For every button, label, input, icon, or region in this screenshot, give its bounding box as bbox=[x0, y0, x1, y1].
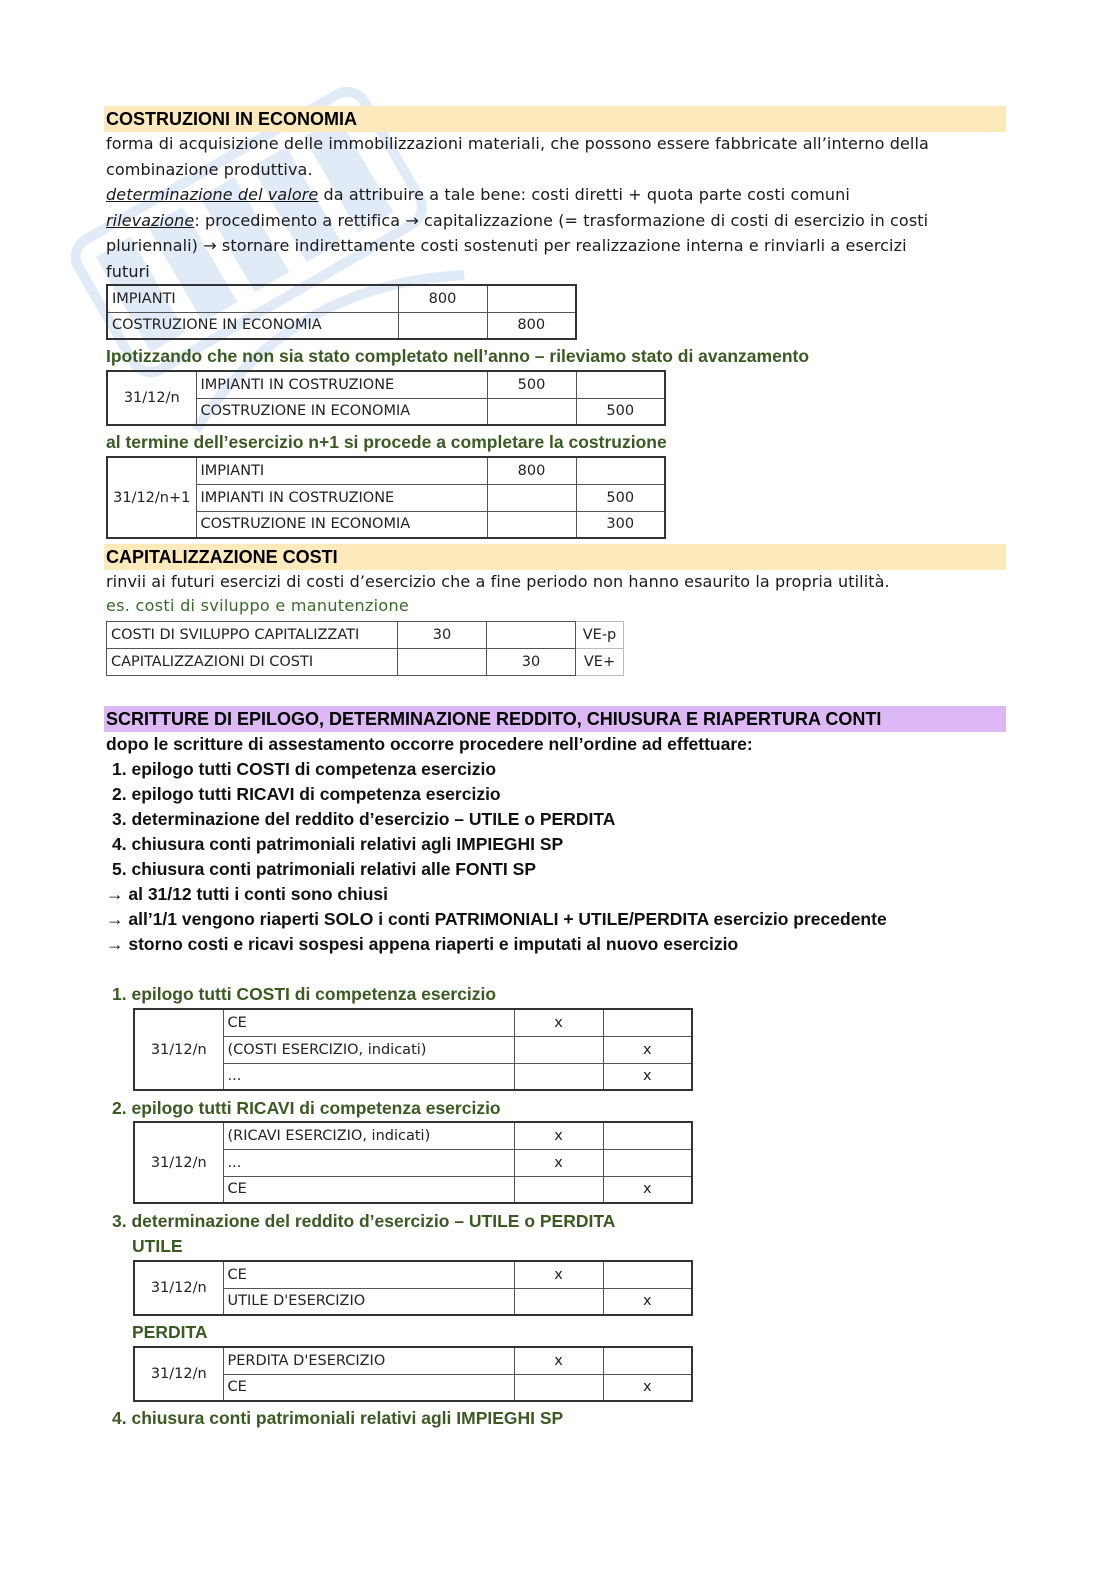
table-row: COSTI DI SVILUPPO CAPITALIZZATI 30 VE-p bbox=[107, 622, 624, 649]
capitalizzazione-text: rinvii ai futuri esercizi di costi d’esercizio che a fine periodo non hanno esaurito la propria utilità. bbox=[106, 572, 890, 591]
table-row: UTILE D'ESERCIZIO x bbox=[134, 1288, 692, 1315]
subheading-avanzamento: Ipotizzando che non sia stato completato nell’anno – rileviamo stato di avanzamento bbox=[106, 346, 810, 366]
table-row: 31/12/n CE x bbox=[134, 1009, 692, 1036]
table-row: COSTRUZIONE IN ECONOMIA 500 bbox=[107, 398, 665, 425]
list-item: 1. epilogo tutti COSTI di competenza esercizio bbox=[112, 759, 497, 779]
journal-table-epilogo-costi bbox=[133, 1008, 693, 1091]
list-item: 3. determinazione del reddito d’esercizio – UTILE o PERDITA bbox=[112, 809, 616, 829]
note-item: → storno costi e ricavi sospesi appena riaperti e imputati al nuovo esercizio bbox=[106, 934, 739, 954]
table-row: COSTRUZIONE IN ECONOMIA 300 bbox=[107, 511, 665, 538]
journal-table-capitalizzazione bbox=[106, 621, 624, 676]
table-row: IMPIANTI IN COSTRUZIONE 500 bbox=[107, 484, 665, 511]
section-title-epilogo: SCRITTURE DI EPILOGO, DETERMINAZIONE REDDITO, CHIUSURA E RIAPERTURA CONTI bbox=[104, 706, 1006, 732]
journal-table-avanzamento bbox=[106, 370, 666, 426]
table-row: 31/12/n IMPIANTI IN COSTRUZIONE 500 bbox=[107, 371, 665, 398]
capitalizzazione-example: es. costi di sviluppo e manutenzione bbox=[106, 596, 410, 615]
section-intro: forma di acquisizione delle immobilizzazioni materiali, che possono essere fabbricate all’interno della combinazione produttiva. determinazione del valore da attribuire a tale bene: costi diretti + quota parte costi comuni rilevazione: procedimento a rettifica → capitalizzazione (= trasformazione di costi di esercizio in costi pluriennali) → stornare indirettamente costi sostenuti per realizzazione interna e rinviarli a esercizi futuri bbox=[106, 134, 929, 281]
table-row: 31/12/n CE x bbox=[134, 1261, 692, 1288]
table-row: CE x bbox=[134, 1374, 692, 1401]
table-row: ... x bbox=[134, 1063, 692, 1090]
list-item: 5. chiusura conti patrimoniali relativi alle FONTI SP bbox=[112, 859, 536, 879]
journal-table-completamento bbox=[106, 456, 666, 539]
note-item: → all’1/1 vengono riaperti SOLO i conti PATRIMONIALI + UTILE/PERDITA esercizio precedente bbox=[106, 909, 887, 929]
label-utile: UTILE bbox=[132, 1236, 183, 1256]
table-row: IMPIANTI 800 bbox=[107, 285, 576, 312]
journal-table-perdita bbox=[133, 1346, 693, 1402]
subheading-epilogo-costi: 1. epilogo tutti COSTI di competenza esercizio bbox=[112, 984, 497, 1004]
note-item: → al 31/12 tutti i conti sono chiusi bbox=[106, 884, 388, 904]
journal-table-utile bbox=[133, 1260, 693, 1316]
table-row: 31/12/n PERDITA D'ESERCIZIO x bbox=[134, 1347, 692, 1374]
subheading-reddito: 3. determinazione del reddito d’esercizio – UTILE o PERDITA bbox=[112, 1211, 616, 1231]
list-item: 2. epilogo tutti RICAVI di competenza esercizio bbox=[112, 784, 501, 804]
epilogo-intro: dopo le scritture di assestamento occorre procedere nell’ordine ad effettuare: bbox=[106, 734, 753, 754]
table-row: CAPITALIZZAZIONI DI COSTI 30 VE+ bbox=[107, 649, 624, 676]
journal-table-impianti bbox=[106, 284, 577, 340]
journal-table-epilogo-ricavi bbox=[133, 1121, 693, 1204]
table-row: (COSTI ESERCIZIO, indicati) x bbox=[134, 1036, 692, 1063]
section-title-capitalizzazione: CAPITALIZZAZIONE COSTI bbox=[104, 544, 1006, 570]
subheading-completamento: al termine dell’esercizio n+1 si procede a completare la costruzione bbox=[106, 432, 667, 452]
label-perdita: PERDITA bbox=[132, 1322, 208, 1342]
table-row: 31/12/n+1 IMPIANTI 800 bbox=[107, 457, 665, 484]
table-row: ... x bbox=[134, 1149, 692, 1176]
list-item: 4. chiusura conti patrimoniali relativi agli IMPIEGHI SP bbox=[112, 834, 564, 854]
table-row: 31/12/n (RICAVI ESERCIZIO, indicati) x bbox=[134, 1122, 692, 1149]
table-row: COSTRUZIONE IN ECONOMIA 800 bbox=[107, 312, 576, 339]
table-row: CE x bbox=[134, 1176, 692, 1203]
section-title-costruzioni: COSTRUZIONI IN ECONOMIA bbox=[104, 106, 1006, 132]
subheading-epilogo-ricavi: 2. epilogo tutti RICAVI di competenza esercizio bbox=[112, 1098, 501, 1118]
subheading-chiusura-impieghi: 4. chiusura conti patrimoniali relativi agli IMPIEGHI SP bbox=[112, 1408, 564, 1428]
